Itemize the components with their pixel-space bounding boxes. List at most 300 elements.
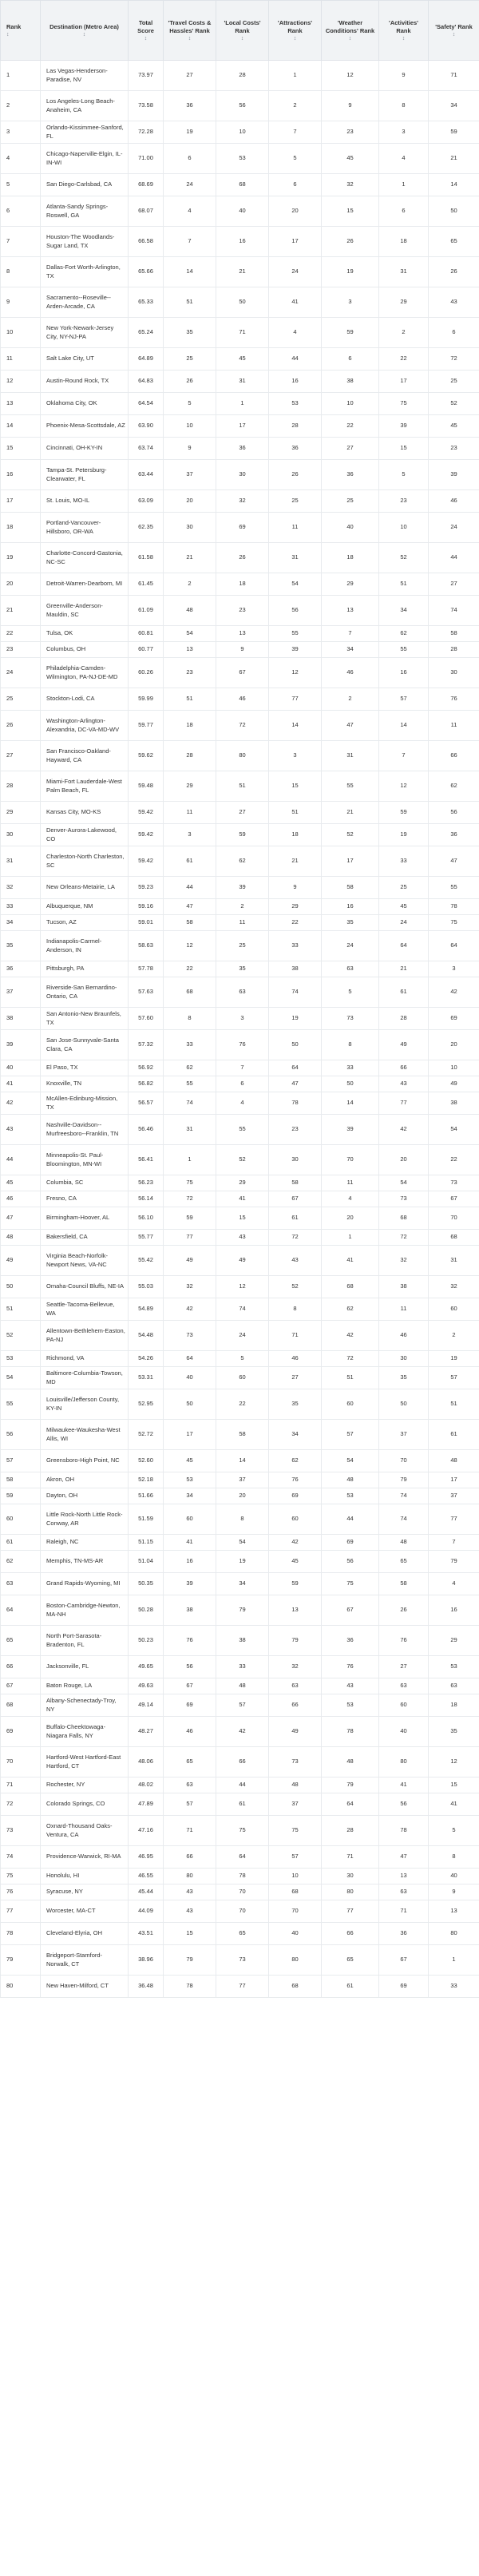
attractions-rank-cell: 74 [269,977,322,1008]
activities-rank-cell: 59 [379,802,429,824]
rank-cell: 15 [1,438,41,460]
destination-cell: Baltimore-Columbia-Towson, MD [41,1367,129,1389]
table-row [1,91,479,121]
rank-cell: 59 [1,1488,41,1504]
activities-rank-cell: 51 [379,573,429,596]
weather-rank-cell: 36 [322,1626,379,1656]
attractions-rank-cell: 32 [269,1656,322,1678]
travel-costs-rank-cell: 26 [164,371,216,393]
total-score-cell: 64.89 [129,348,164,371]
sort-icon[interactable]: ↕ [402,36,406,42]
weather-rank-cell: 26 [322,227,379,257]
rank-cell: 76 [1,1884,41,1900]
attractions-rank-cell: 26 [269,460,322,490]
column-header-safety[interactable] [429,1,479,61]
weather-rank-cell: 16 [322,899,379,915]
weather-rank-cell: 14 [322,1092,379,1115]
local-costs-rank-cell: 70 [216,1884,269,1900]
activities-rank-cell: 75 [379,393,429,415]
local-costs-rank-cell: 68 [216,174,269,196]
attractions-rank-cell: 49 [269,1717,322,1747]
safety-rank-cell: 41 [429,1793,479,1816]
activities-rank-cell: 35 [379,1367,429,1389]
table-row [1,877,479,899]
activities-rank-cell: 12 [379,771,429,802]
weather-rank-cell: 61 [322,1976,379,1998]
safety-rank-cell: 68 [429,1230,479,1246]
attractions-rank-cell: 8 [269,1298,322,1321]
attractions-rank-cell: 51 [269,802,322,824]
attractions-rank-cell: 62 [269,1450,322,1472]
destination-cell: Akron, OH [41,1472,129,1488]
activities-rank-cell: 79 [379,1472,429,1488]
attractions-rank-cell: 46 [269,1351,322,1367]
travel-costs-rank-cell: 8 [164,1008,216,1030]
table-row [1,824,479,846]
destination-cell: Seattle-Tacoma-Bellevue, WA [41,1298,129,1321]
rank-cell: 63 [1,1573,41,1595]
attractions-rank-cell: 37 [269,1793,322,1816]
activities-rank-cell: 50 [379,1389,429,1420]
total-score-cell: 52.95 [129,1389,164,1420]
rank-cell: 68 [1,1694,41,1717]
destination-cell: Chicago-Naperville-Elgin, IL-IN-WI [41,144,129,174]
attractions-rank-cell: 12 [269,658,322,688]
rank-cell: 46 [1,1191,41,1207]
safety-rank-cell: 30 [429,658,479,688]
travel-costs-rank-cell: 43 [164,1900,216,1923]
local-costs-rank-cell: 78 [216,1869,269,1884]
local-costs-rank-cell: 7 [216,1060,269,1076]
total-score-cell: 59.62 [129,741,164,771]
total-score-cell: 38.96 [129,1945,164,1976]
weather-rank-cell: 50 [322,1076,379,1092]
total-score-cell: 48.02 [129,1777,164,1793]
destination-cell: Dayton, OH [41,1488,129,1504]
local-costs-rank-cell: 18 [216,573,269,596]
attractions-rank-cell: 80 [269,1945,322,1976]
rank-cell: 26 [1,711,41,741]
destination-cell: Milwaukee-Waukesha-West Allis, WI [41,1420,129,1450]
activities-rank-cell: 10 [379,513,429,543]
table-row [1,1777,479,1793]
safety-rank-cell: 66 [429,741,479,771]
activities-rank-cell: 38 [379,1276,429,1298]
travel-costs-rank-cell: 2 [164,573,216,596]
rank-cell: 7 [1,227,41,257]
table-row [1,348,479,371]
total-score-cell: 60.26 [129,658,164,688]
travel-costs-rank-cell: 16 [164,1551,216,1573]
column-header-destination[interactable] [41,1,129,61]
total-score-cell: 54.89 [129,1298,164,1321]
rank-cell: 10 [1,318,41,348]
total-score-cell: 54.48 [129,1321,164,1351]
attractions-rank-cell: 24 [269,257,322,287]
rank-cell: 36 [1,961,41,977]
weather-rank-cell: 32 [322,174,379,196]
activities-rank-cell: 77 [379,1092,429,1115]
activities-rank-cell: 40 [379,1717,429,1747]
destination-cell: Salt Lake City, UT [41,348,129,371]
total-score-cell: 59.48 [129,771,164,802]
activities-rank-cell: 21 [379,961,429,977]
safety-rank-cell: 70 [429,1207,479,1230]
weather-rank-cell: 69 [322,1535,379,1551]
safety-rank-cell: 59 [429,121,479,144]
activities-rank-cell: 25 [379,877,429,899]
attractions-rank-cell: 28 [269,415,322,438]
activities-rank-cell: 33 [379,846,429,877]
attractions-rank-cell: 13 [269,1595,322,1626]
activities-rank-cell: 1 [379,174,429,196]
activities-rank-cell: 41 [379,1777,429,1793]
sort-icon[interactable]: ↕ [82,32,86,38]
safety-rank-cell: 1 [429,1945,479,1976]
sort-icon[interactable]: ↕ [348,36,352,42]
safety-rank-cell: 51 [429,1389,479,1420]
weather-rank-cell: 40 [322,513,379,543]
local-costs-rank-cell: 60 [216,1367,269,1389]
sort-icon[interactable]: ↕ [452,32,456,38]
total-score-cell: 49.14 [129,1694,164,1717]
travel-costs-rank-cell: 1 [164,1145,216,1175]
table-row [1,931,479,961]
attractions-rank-cell: 71 [269,1321,322,1351]
column-header-attractions[interactable] [269,1,322,61]
rank-cell: 25 [1,688,41,711]
rank-cell: 22 [1,626,41,642]
table-row [1,1551,479,1573]
attractions-rank-cell: 75 [269,1816,322,1846]
header-row [1,1,479,61]
attractions-rank-cell: 41 [269,287,322,318]
column-header-label: 'Attractions' Rank [277,18,313,34]
local-costs-rank-cell: 50 [216,287,269,318]
weather-rank-cell: 35 [322,915,379,931]
local-costs-rank-cell: 27 [216,802,269,824]
column-header-label: Total Score [137,18,154,34]
weather-rank-cell: 78 [322,1717,379,1747]
column-header-total-score[interactable] [129,1,164,61]
activities-rank-cell: 19 [379,824,429,846]
weather-rank-cell: 62 [322,1298,379,1321]
total-score-cell: 57.78 [129,961,164,977]
table-row [1,1976,479,1998]
attractions-rank-cell: 1 [269,61,322,91]
travel-costs-rank-cell: 54 [164,626,216,642]
travel-costs-rank-cell: 49 [164,1246,216,1276]
local-costs-rank-cell: 32 [216,490,269,513]
local-costs-rank-cell: 77 [216,1976,269,1998]
activities-rank-cell: 68 [379,1207,429,1230]
destination-cell: New York-Newark-Jersey City, NY-NJ-PA [41,318,129,348]
weather-rank-cell: 4 [322,1191,379,1207]
weather-rank-cell: 80 [322,1884,379,1900]
total-score-cell: 47.16 [129,1816,164,1846]
local-costs-rank-cell: 79 [216,1595,269,1626]
rank-cell: 72 [1,1793,41,1816]
total-score-cell: 73.58 [129,91,164,121]
local-costs-rank-cell: 17 [216,415,269,438]
activities-rank-cell: 69 [379,1976,429,1998]
travel-costs-rank-cell: 46 [164,1717,216,1747]
column-header-travel-costs[interactable] [164,1,216,61]
activities-rank-cell: 9 [379,61,429,91]
local-costs-rank-cell: 11 [216,915,269,931]
attractions-rank-cell: 57 [269,1846,322,1869]
attractions-rank-cell: 63 [269,1678,322,1694]
total-score-cell: 49.65 [129,1656,164,1678]
weather-rank-cell: 79 [322,1777,379,1793]
activities-rank-cell: 66 [379,1060,429,1076]
total-score-cell: 56.82 [129,1076,164,1092]
weather-rank-cell: 47 [322,711,379,741]
column-header-label: Rank [6,22,22,30]
weather-rank-cell: 51 [322,1367,379,1389]
total-score-cell: 58.63 [129,931,164,961]
weather-rank-cell: 43 [322,1678,379,1694]
rank-cell: 35 [1,931,41,961]
travel-costs-rank-cell: 77 [164,1230,216,1246]
rank-cell: 23 [1,642,41,658]
travel-costs-rank-cell: 66 [164,1846,216,1869]
rank-cell: 73 [1,1816,41,1846]
safety-rank-cell: 5 [429,1816,479,1846]
travel-costs-rank-cell: 50 [164,1389,216,1420]
travel-costs-rank-cell: 7 [164,227,216,257]
travel-costs-rank-cell: 31 [164,1115,216,1145]
weather-rank-cell: 56 [322,1551,379,1573]
travel-costs-rank-cell: 13 [164,642,216,658]
safety-rank-cell: 28 [429,642,479,658]
local-costs-rank-cell: 35 [216,961,269,977]
destination-cell: Sacramento--Roseville--Arden-Arcade, CA [41,287,129,318]
attractions-rank-cell: 2 [269,91,322,121]
rank-cell: 53 [1,1351,41,1367]
local-costs-rank-cell: 63 [216,977,269,1008]
total-score-cell: 73.97 [129,61,164,91]
table-row [1,513,479,543]
safety-rank-cell: 32 [429,1276,479,1298]
rank-cell: 42 [1,1092,41,1115]
weather-rank-cell: 13 [322,596,379,626]
attractions-rank-cell: 29 [269,899,322,915]
attractions-rank-cell: 16 [269,371,322,393]
travel-costs-rank-cell: 3 [164,824,216,846]
destination-cell: Denver-Aurora-Lakewood, CO [41,824,129,846]
rank-cell: 31 [1,846,41,877]
sort-icon[interactable]: ↕ [188,36,192,42]
travel-costs-rank-cell: 34 [164,1488,216,1504]
local-costs-rank-cell: 8 [216,1504,269,1535]
table-row [1,121,479,144]
travel-costs-rank-cell: 61 [164,846,216,877]
table-row [1,460,479,490]
total-score-cell: 51.66 [129,1488,164,1504]
weather-rank-cell: 30 [322,1869,379,1884]
rank-cell: 75 [1,1869,41,1884]
total-score-cell: 65.66 [129,257,164,287]
travel-costs-rank-cell: 25 [164,348,216,371]
rank-cell: 62 [1,1551,41,1573]
sort-icon[interactable]: ↕ [240,36,244,42]
rank-cell: 16 [1,460,41,490]
rank-cell: 21 [1,596,41,626]
total-score-cell: 60.81 [129,626,164,642]
rank-cell: 17 [1,490,41,513]
sort-icon[interactable]: ↕ [6,32,10,38]
activities-rank-cell: 8 [379,91,429,121]
safety-rank-cell: 43 [429,287,479,318]
attractions-rank-cell: 5 [269,144,322,174]
local-costs-rank-cell: 29 [216,1175,269,1191]
attractions-rank-cell: 3 [269,741,322,771]
destination-cell: Minneapolis-St. Paul-Bloomington, MN-WI [41,1145,129,1175]
local-costs-rank-cell: 25 [216,931,269,961]
safety-rank-cell: 7 [429,1535,479,1551]
weather-rank-cell: 54 [322,1450,379,1472]
safety-rank-cell: 50 [429,196,479,227]
activities-rank-cell: 64 [379,931,429,961]
total-score-cell: 56.41 [129,1145,164,1175]
weather-rank-cell: 42 [322,1321,379,1351]
activities-rank-cell: 48 [379,1535,429,1551]
weather-rank-cell: 39 [322,1115,379,1145]
destination-cell: Grand Rapids-Wyoming, MI [41,1573,129,1595]
weather-rank-cell: 63 [322,961,379,977]
activities-rank-cell: 55 [379,642,429,658]
rank-cell: 6 [1,196,41,227]
total-score-cell: 68.69 [129,174,164,196]
attractions-rank-cell: 43 [269,1246,322,1276]
sort-icon[interactable]: ↕ [144,36,148,42]
travel-costs-rank-cell: 74 [164,1092,216,1115]
column-header-weather[interactable] [322,1,379,61]
total-score-cell: 48.06 [129,1747,164,1777]
column-header-local-costs[interactable] [216,1,269,61]
safety-rank-cell: 60 [429,1298,479,1321]
destination-cell: Portland-Vancouver-Hillsboro, OR-WA [41,513,129,543]
table-row [1,771,479,802]
activities-rank-cell: 49 [379,1030,429,1060]
weather-rank-cell: 1 [322,1230,379,1246]
destination-cell: Worcester, MA-CT [41,1900,129,1923]
local-costs-rank-cell: 76 [216,1030,269,1060]
safety-rank-cell: 54 [429,1115,479,1145]
safety-rank-cell: 62 [429,771,479,802]
destination-cell: North Port-Sarasota-Bradenton, FL [41,1626,129,1656]
travel-costs-rank-cell: 78 [164,1976,216,1998]
travel-costs-rank-cell: 47 [164,899,216,915]
table-row [1,1747,479,1777]
column-header-rank[interactable] [1,1,41,61]
total-score-cell: 59.42 [129,802,164,824]
activities-rank-cell: 32 [379,1246,429,1276]
total-score-cell: 66.58 [129,227,164,257]
local-costs-rank-cell: 37 [216,1472,269,1488]
table-row [1,1656,479,1678]
activities-rank-cell: 5 [379,460,429,490]
travel-costs-rank-cell: 17 [164,1420,216,1450]
local-costs-rank-cell: 24 [216,1321,269,1351]
weather-rank-cell: 22 [322,415,379,438]
rank-cell: 27 [1,741,41,771]
destination-cell: San Francisco-Oakland-Hayward, CA [41,741,129,771]
safety-rank-cell: 39 [429,460,479,490]
local-costs-rank-cell: 1 [216,393,269,415]
local-costs-rank-cell: 12 [216,1276,269,1298]
travel-costs-rank-cell: 30 [164,513,216,543]
safety-rank-cell: 78 [429,899,479,915]
table-row [1,1389,479,1420]
safety-rank-cell: 24 [429,513,479,543]
total-score-cell: 63.09 [129,490,164,513]
weather-rank-cell: 23 [322,121,379,144]
weather-rank-cell: 59 [322,318,379,348]
sort-icon[interactable]: ↕ [293,36,297,42]
safety-rank-cell: 2 [429,1321,479,1351]
travel-costs-rank-cell: 28 [164,741,216,771]
safety-rank-cell: 38 [429,1092,479,1115]
activities-rank-cell: 4 [379,144,429,174]
weather-rank-cell: 48 [322,1472,379,1488]
rank-cell: 4 [1,144,41,174]
weather-rank-cell: 10 [322,393,379,415]
local-costs-rank-cell: 48 [216,1678,269,1694]
local-costs-rank-cell: 21 [216,257,269,287]
safety-rank-cell: 21 [429,144,479,174]
table-row [1,1207,479,1230]
destination-cell: Cleveland-Elyria, OH [41,1923,129,1945]
destination-cell: Atlanta-Sandy Springs-Roswell, GA [41,196,129,227]
travel-costs-rank-cell: 35 [164,318,216,348]
safety-rank-cell: 34 [429,91,479,121]
table-row [1,846,479,877]
local-costs-rank-cell: 43 [216,1230,269,1246]
rank-cell: 32 [1,877,41,899]
rank-cell: 33 [1,899,41,915]
attractions-rank-cell: 30 [269,1145,322,1175]
destination-cell: Rochester, NY [41,1777,129,1793]
local-costs-rank-cell: 38 [216,1626,269,1656]
destination-cell: Syracuse, NY [41,1884,129,1900]
safety-rank-cell: 80 [429,1923,479,1945]
local-costs-rank-cell: 80 [216,741,269,771]
safety-rank-cell: 19 [429,1351,479,1367]
travel-costs-rank-cell: 12 [164,931,216,961]
table-row [1,61,479,91]
attractions-rank-cell: 58 [269,1175,322,1191]
destination-cell: Los Angeles-Long Beach-Anaheim, CA [41,91,129,121]
rank-cell: 61 [1,1535,41,1551]
total-score-cell: 53.31 [129,1367,164,1389]
safety-rank-cell: 36 [429,824,479,846]
total-score-cell: 57.63 [129,977,164,1008]
total-score-cell: 60.77 [129,642,164,658]
total-score-cell: 59.01 [129,915,164,931]
destination-cell: Dallas-Fort Worth-Arlington, TX [41,257,129,287]
local-costs-rank-cell: 42 [216,1717,269,1747]
travel-costs-rank-cell: 29 [164,771,216,802]
destination-cell: Houston-The Woodlands-Sugar Land, TX [41,227,129,257]
safety-rank-cell: 22 [429,1145,479,1175]
attractions-rank-cell: 19 [269,1008,322,1030]
column-header-activities[interactable] [379,1,429,61]
destination-cell: Charlotte-Concord-Gastonia, NC-SC [41,543,129,573]
local-costs-rank-cell: 41 [216,1191,269,1207]
rank-cell: 54 [1,1367,41,1389]
